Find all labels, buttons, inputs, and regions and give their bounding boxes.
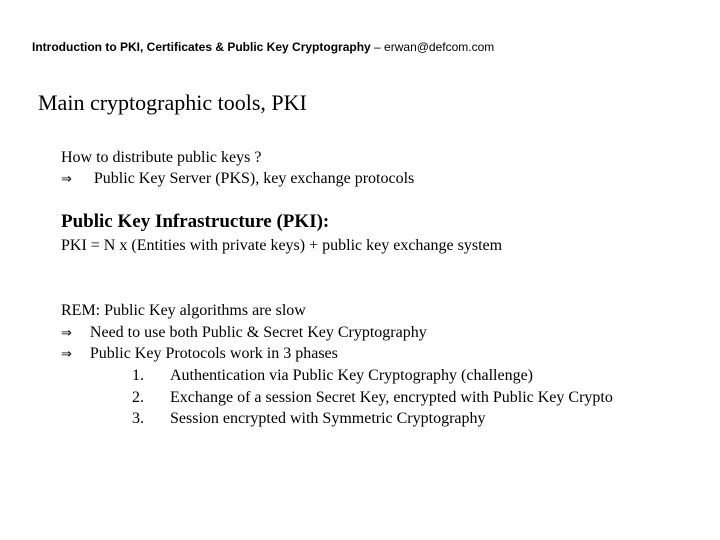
phase-text: Exchange of a session Secret Key, encrypted with Public Key Crypto xyxy=(170,389,613,406)
implies-arrow-icon: ⇒ xyxy=(61,326,72,341)
answer-line xyxy=(61,169,414,190)
rem-line: REM: Public Key algorithms are slow xyxy=(61,302,306,319)
bullet-line-2 xyxy=(61,344,338,365)
header-author: – erwan@defcom.com xyxy=(370,40,495,54)
phase-item-3 xyxy=(132,409,486,429)
pki-definition: PKI = N x (Entities with private keys) + public key exchange system xyxy=(61,237,503,254)
phase-item-1 xyxy=(132,366,533,386)
bullet-text-2: Public Key Protocols work in 3 phases xyxy=(89,345,338,362)
implies-arrow-icon: ⇒ xyxy=(61,347,72,362)
phase-number: 3. xyxy=(132,410,144,427)
phase-text: Session encrypted with Symmetric Cryptography xyxy=(170,410,486,427)
slide-title: Main cryptographic tools, PKI xyxy=(38,90,307,115)
bullet-text-1: Need to use both Public & Secret Key Cryptography xyxy=(89,324,427,341)
implies-arrow-icon: ⇒ xyxy=(61,172,72,187)
header-title: Introduction to PKI, Certificates & Public Key Cryptography xyxy=(32,40,371,54)
answer-text: Public Key Server (PKS), key exchange protocols xyxy=(93,170,415,187)
slide-header xyxy=(32,40,494,54)
pki-heading: Public Key Infrastructure (PKI): xyxy=(61,211,330,232)
phase-number: 2. xyxy=(132,389,144,406)
phase-text: Authentication via Public Key Cryptography (challenge) xyxy=(170,367,534,384)
phase-item-2 xyxy=(132,388,613,408)
phase-number: 1. xyxy=(132,367,144,384)
question-line: How to distribute public keys ? xyxy=(61,149,262,166)
bullet-line-1 xyxy=(61,323,427,344)
